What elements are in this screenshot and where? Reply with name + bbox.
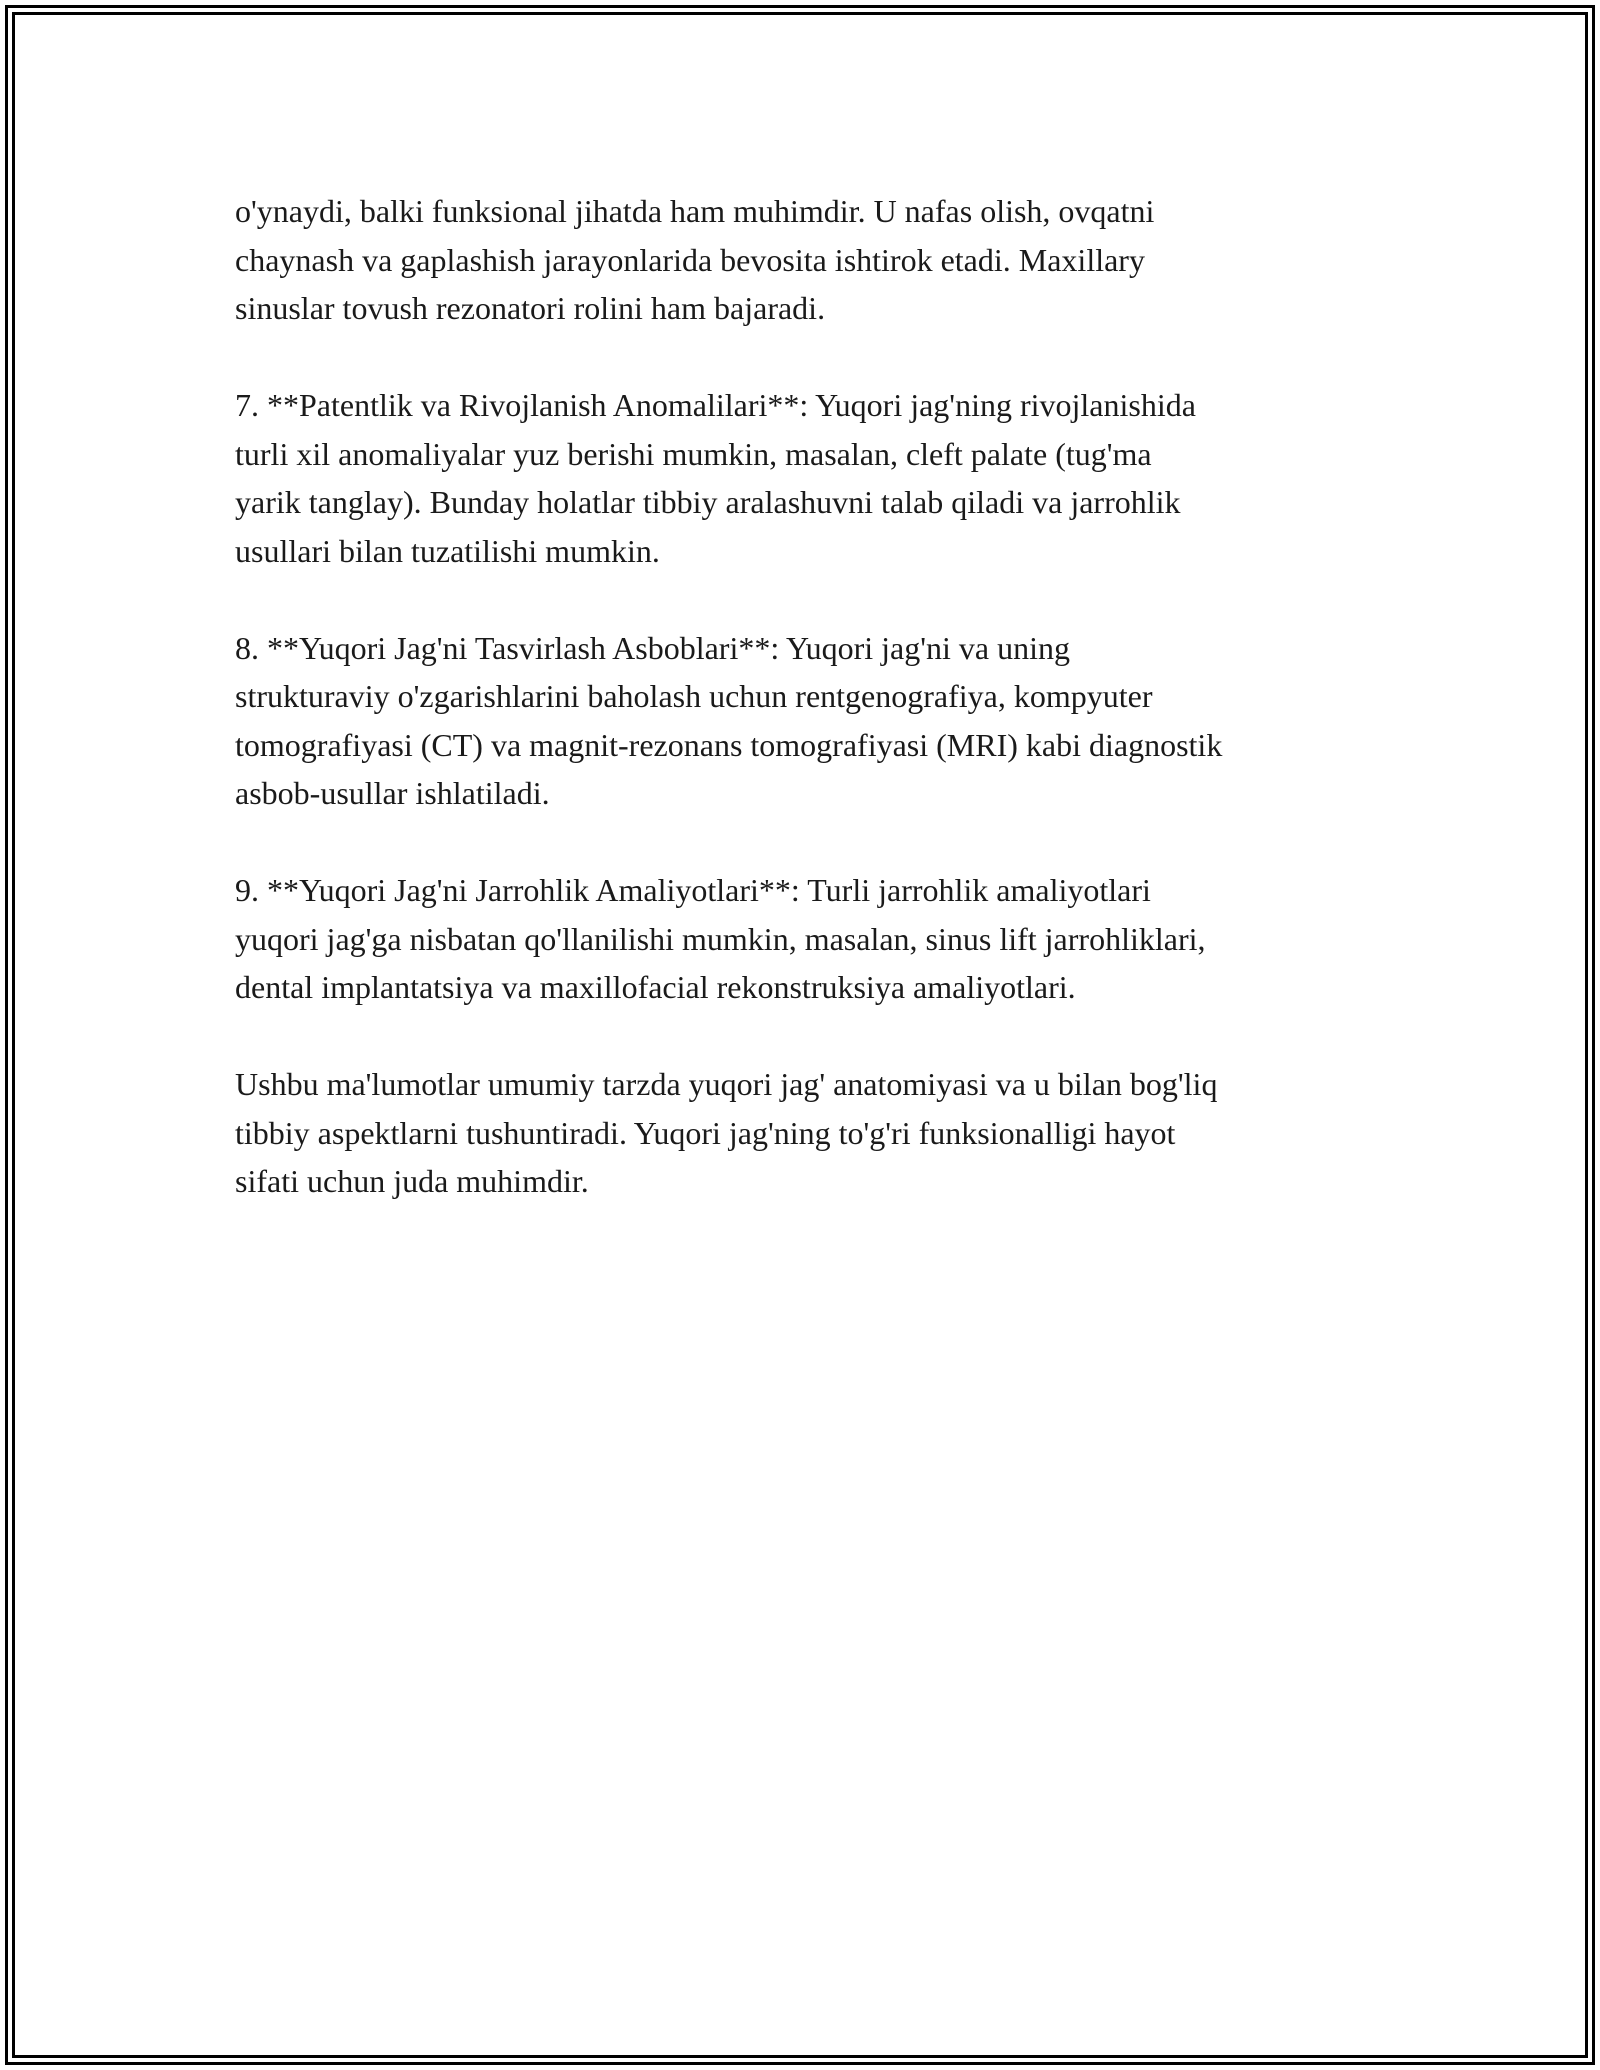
text-line: Ushbu ma'lumotlar umumiy tarzda yuqori jag' anatomiyasi va u bilan bog'liq — [235, 1066, 1218, 1102]
text-line: turli xil anomaliyalar yuz berishi mumkin, masalan, cleft palate (tug'ma — [235, 435, 1152, 472]
text-line: chaynash va gaplashish jarayonlarida bevosita ishtirok etadi. Maxillary — [235, 241, 1145, 278]
text-line: yarik tanglay). Bunday holatlar tibbiy aralashuvni talab qiladi va jarrohlik — [235, 484, 1181, 520]
text-line: usullari bilan tuzatilishi mumkin. — [235, 532, 660, 569]
text-line: sifati uchun juda muhimdir. — [235, 1163, 589, 1199]
text-line: 8. **Yuqori Jag'ni Tasvirlash Asboblari**: Yuqori jag'ni va uning — [235, 629, 1070, 666]
text-line: yuqori jag'ga nisbatan qo'llanilishi mumkin, masalan, sinus lift jarrohliklari, — [235, 920, 1206, 957]
text-line: asbob-usullar ishlatiladi. — [235, 775, 550, 811]
text-line: sinuslar tovush rezonatori rolini ham bajaradi. — [235, 290, 826, 326]
text-line: tibbiy aspektlarni tushuntiradi. Yuqori jag'ning to'g'ri funksionalligi hayot — [235, 1114, 1176, 1151]
paragraph-item-7 — [235, 381, 1395, 575]
paragraph-item-8 — [235, 624, 1395, 818]
text-line: dental implantatsiya va maxillofacial rekonstruksiya amaliyotlari. — [235, 969, 1076, 1005]
text-line: tomografiyasi (CT) va magnit-rezonans tomografiyasi (MRI) kabi diagnostik — [235, 726, 1223, 763]
paragraph-intro-continuation — [235, 187, 1395, 333]
text-line: 9. **Yuqori Jag'ni Jarrohlik Amaliyotlari**: Turli jarrohlik amaliyotlari — [235, 872, 1151, 908]
document-body — [235, 187, 1395, 1254]
paragraph-conclusion — [235, 1060, 1395, 1206]
text-line: strukturaviy o'zgarishlarini baholash uchun rentgenografiya, kompyuter — [235, 678, 1153, 714]
paragraph-item-9 — [235, 866, 1395, 1012]
text-line: 7. **Patentlik va Rivojlanish Anomalilari**: Yuqori jag'ning rivojlanishida — [235, 387, 1196, 423]
text-line: o'ynaydi, balki funksional jihatda ham muhimdir. U nafas olish, ovqatni — [235, 193, 1155, 229]
